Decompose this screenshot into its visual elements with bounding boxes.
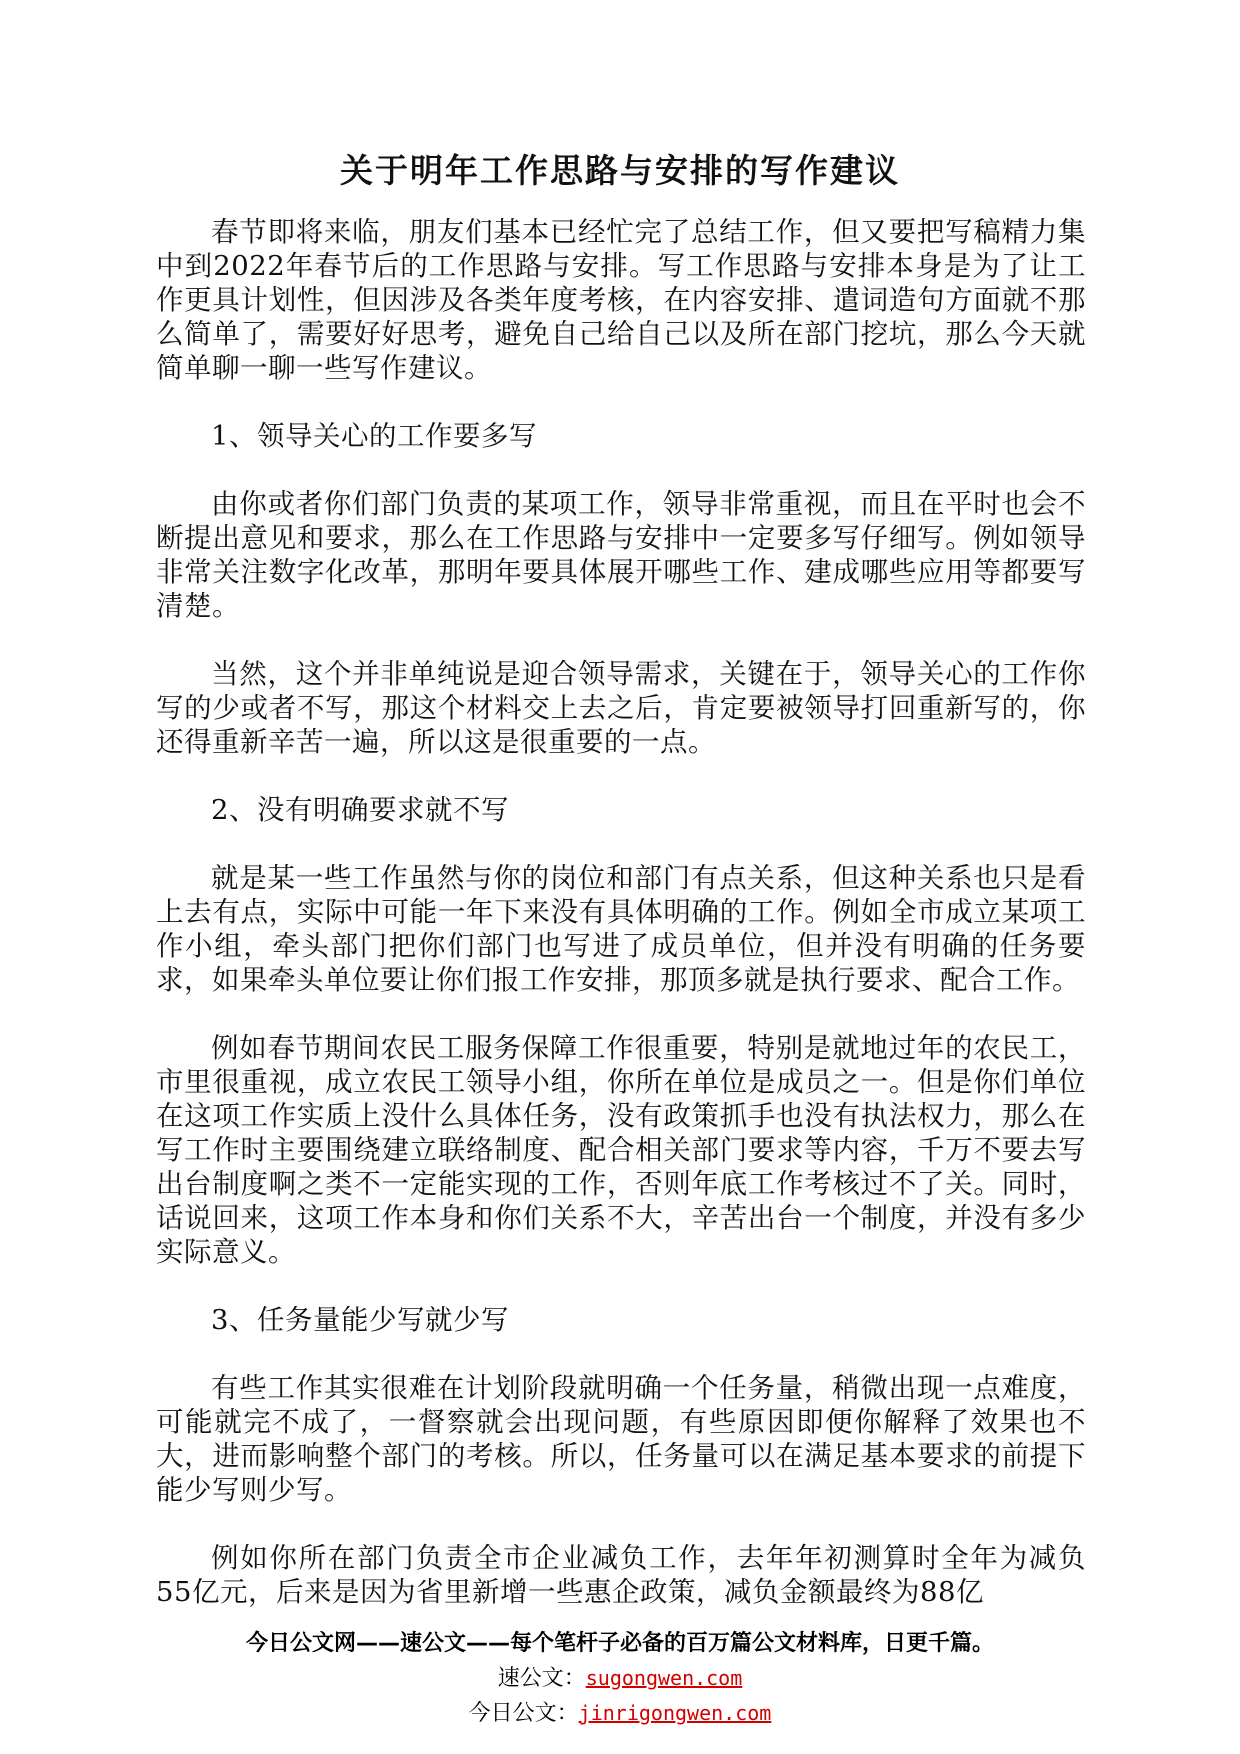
paragraph: 当然，这个并非单纯说是迎合领导需求，关键在于，领导关心的工作你写的少或者不写，那这个材料交上去之后，肯定要被领导打回重新写的，你还得重新辛苦一遍，所以这是很重要的一点。 <box>156 658 1086 758</box>
section-heading-3: 3、任务量能少写就少写 <box>211 1304 509 1336</box>
section-heading-2: 2、没有明确要求就不写 <box>211 794 509 826</box>
page-footer <box>0 1627 1240 1731</box>
footer-link-sugongwen[interactable]: sugongwen.com <box>585 1666 743 1690</box>
document-title: 关于明年工作思路与安排的写作建议 <box>340 151 900 190</box>
footer-link-jinrigongwen[interactable]: jinrigongwen.com <box>578 1701 772 1725</box>
paragraph-intro: 春节即将来临，朋友们基本已经忙完了总结工作，但又要把写稿精力集中到2022年春节后的工作思路与安排。写工作思路与安排本身是为了让工作更具计划性，但因涉及各类年度考核，在内容安排、遣词造句方面就不那么简单了，需要好好思考，避免自己给自己以及所在部门挖坑，那么今天就简单聊一聊一些写作建议。 <box>156 216 1086 384</box>
footer-link-row-1 <box>0 1661 1240 1696</box>
paragraph: 有些工作其实很难在计划阶段就明确一个任务量，稍微出现一点难度，可能就完不成了，一督察就会出现问题，有些原因即便你解释了效果也不大，进而影响整个部门的考核。所以，任务量可以在满足基本要求的前提下能少写则少写。 <box>156 1372 1086 1506</box>
section-heading-1: 1、领导关心的工作要多写 <box>211 420 537 452</box>
footer-label-2: 今日公文： <box>468 1701 579 1726</box>
paragraph: 由你或者你们部门负责的某项工作，领导非常重视，而且在平时也会不断提出意见和要求，那么在工作思路与安排中一定要多写仔细写。例如领导非常关注数字化改革，那明年要具体展开哪些工作、建成哪些应用等都要写清楚。 <box>156 488 1086 622</box>
footer-label-1: 速公文： <box>497 1666 586 1691</box>
paragraph: 就是某一些工作虽然与你的岗位和部门有点关系，但这种关系也只是看上去有点，实际中可能一年下来没有具体明确的工作。例如全市成立某项工作小组，牵头部门把你们部门也写进了成员单位，但并没有明确的任务要求，如果牵头单位要让你们报工作安排，那顶多就是执行要求、配合工作。 <box>156 862 1086 996</box>
document-body <box>156 215 1086 1643</box>
footer-link-row-2 <box>0 1696 1240 1731</box>
paragraph: 例如春节期间农民工服务保障工作很重要，特别是就地过年的农民工，市里很重视，成立农民工领导小组，你所在单位是成员之一。但是你们单位在这项工作实质上没什么具体任务，没有政策抓手也没有执法权力，那么在写工作时主要围绕建立联络制度、配合相关部门要求等内容，千万不要去写出台制度啊之类不一定能实现的工作，否则年底工作考核过不了关。同时，话说回来，这项工作本身和你们关系不大，辛苦出台一个制度，并没有多少实际意义。 <box>156 1032 1086 1268</box>
paragraph: 例如你所在部门负责全市企业减负工作，去年年初测算时全年为减负55亿元，后来是因为省里新增一些惠企政策，减负金额最终为88亿 <box>156 1542 1086 1608</box>
footer-slogan: 今日公文网——速公文——每个笔杆子必备的百万篇公文材料库，日更千篇。 <box>245 1631 994 1656</box>
